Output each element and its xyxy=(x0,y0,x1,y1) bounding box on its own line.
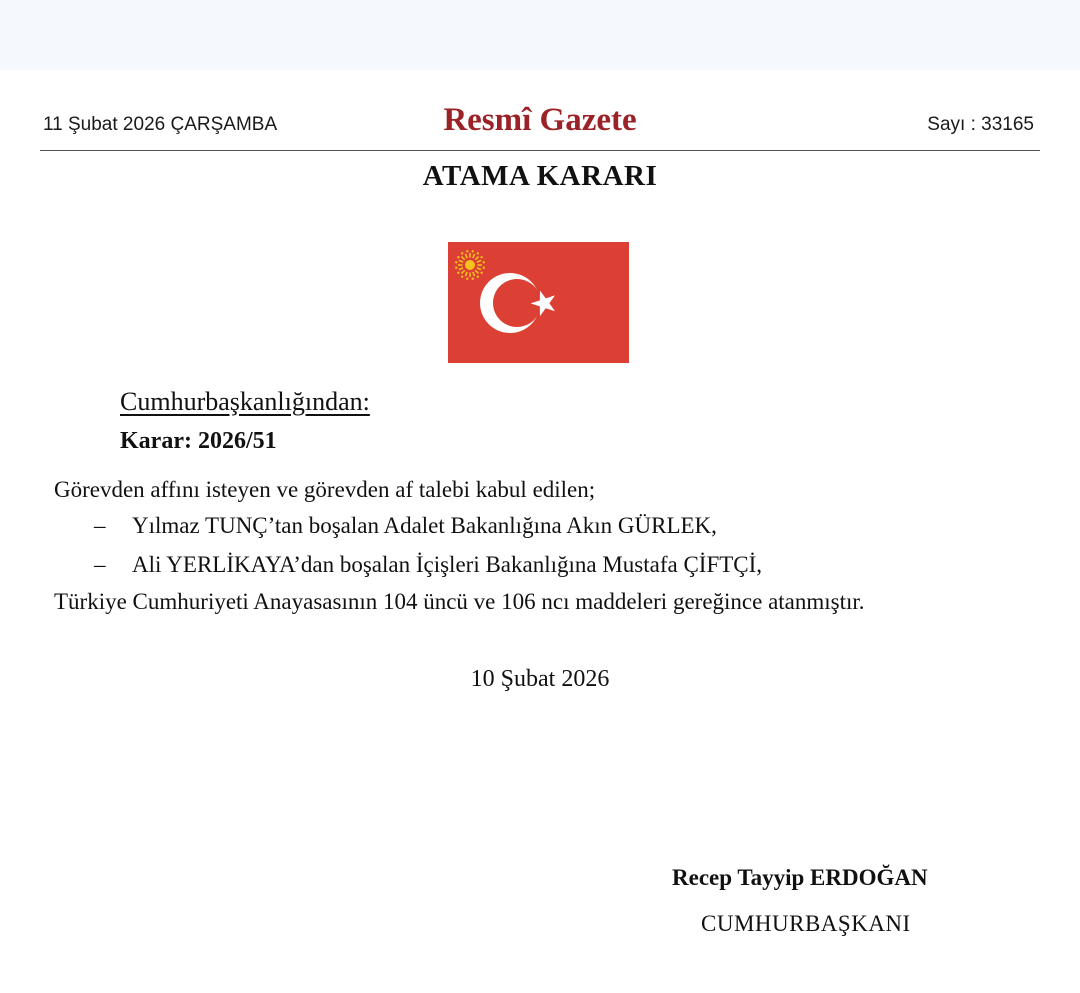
gazette-issue-number: Sayı : 33165 xyxy=(927,114,1034,135)
dash-bullet: – xyxy=(94,513,106,538)
top-band xyxy=(0,0,1080,70)
list-item-text: Yılmaz TUNÇ’tan boşalan Adalet Bakanlığına Akın GÜRLEK, xyxy=(132,513,717,538)
signer-name: Recep Tayyip ERDOĞAN xyxy=(672,865,928,890)
presidential-flag-icon xyxy=(448,242,629,363)
decision-number xyxy=(120,428,277,455)
gazette-title: Resmî Gazete xyxy=(443,102,637,138)
gazette-date: 11 Şubat 2026 ÇARŞAMBA xyxy=(43,114,278,135)
decision-date: 10 Şubat 2026 xyxy=(470,666,610,692)
gazette-header xyxy=(40,100,1040,150)
closing-paragraph: Türkiye Cumhuriyeti Anayasasının 104 üncü ve 106 ncı maddeleri gereğince atanmıştır. xyxy=(54,589,865,614)
decision-value: 2026/51 xyxy=(197,428,277,454)
list-item-text: Ali YERLİKAYA’dan boşalan İçişleri Bakanlığına Mustafa ÇİFTÇİ, xyxy=(132,552,763,577)
decision-label: Karar: xyxy=(120,428,192,454)
issuer-heading: Cumhurbaşkanlığından: xyxy=(120,387,370,416)
intro-paragraph: Görevden affını isteyen ve görevden af talebi kabul edilen; xyxy=(54,477,596,502)
document-title: ATAMA KARARI xyxy=(422,160,658,192)
signer-title: CUMHURBAŞKANI xyxy=(701,911,911,936)
dash-bullet: – xyxy=(94,552,106,577)
header-divider xyxy=(40,150,1040,151)
